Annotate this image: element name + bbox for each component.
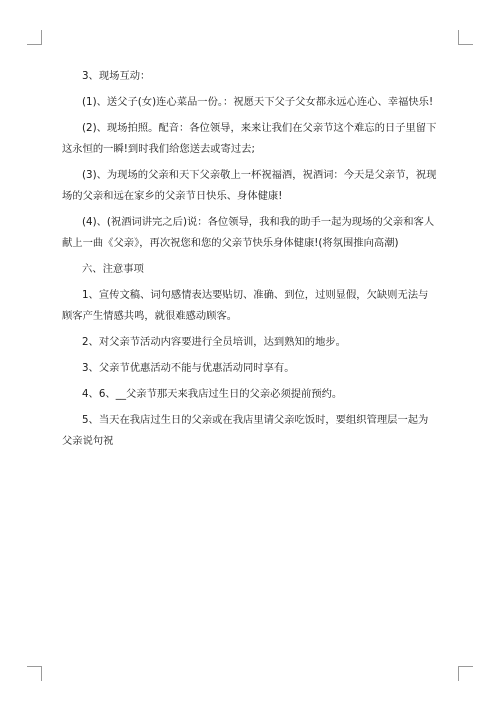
crop-mark-top-left bbox=[27, 30, 42, 45]
paragraph-item-1: (1)、送父子(女)连心菜品一份。：祝愿天下父子父女都永远心连心、幸福快乐! bbox=[82, 96, 434, 108]
note-item-4: 4、6、__父亲节那天来我店过生日的父亲必须提前预约。 bbox=[82, 388, 343, 400]
crop-mark-top-right bbox=[458, 30, 473, 45]
note-item-3: 3、父亲节优惠活动不能与优惠活动同时享有。 bbox=[82, 362, 295, 374]
document-body bbox=[62, 66, 438, 457]
crop-mark-bottom-right bbox=[458, 666, 473, 681]
paragraph-item-3: (3)、为现场的父亲和天下父亲敬上一杯祝福酒，祝酒词：今天是父亲节，祝现场的父亲和远在家乡的父亲节日快乐、身体健康! bbox=[62, 169, 437, 202]
crop-mark-bottom-left bbox=[27, 666, 42, 681]
note-item-1: 1、宣传文稿、词句感情表达要贴切、准确、到位，过则显假，欠缺则无法与顾客产生情感共鸣，就很难感动顾客。 bbox=[62, 289, 429, 322]
note-item-5: 5、当天在我店过生日的父亲或在我店里请父亲吃饭时，要组织管理层一起为父亲说句祝 bbox=[62, 414, 429, 447]
paragraph-item-4: (4)、(祝酒词讲完之后)说：各位领导，我和我的助手一起为现场的父亲和客人献上一曲《父亲》，再次祝您和您的父亲节快乐身体健康!(将氛围推向高潮) bbox=[62, 216, 435, 249]
section-heading-interaction: 3、现场互动： bbox=[82, 70, 151, 82]
note-item-2: 2、对父亲节活动内容要进行全员培训，达到熟知的地步。 bbox=[82, 336, 346, 348]
paragraph-item-2: (2)、现场拍照。配音：各位领导，来来让我们在父亲节这个难忘的日子里留下这永恒的一瞬!到时我们给您送去或寄过去; bbox=[62, 122, 437, 155]
section-heading-notes: 六、注意事项 bbox=[82, 263, 144, 275]
